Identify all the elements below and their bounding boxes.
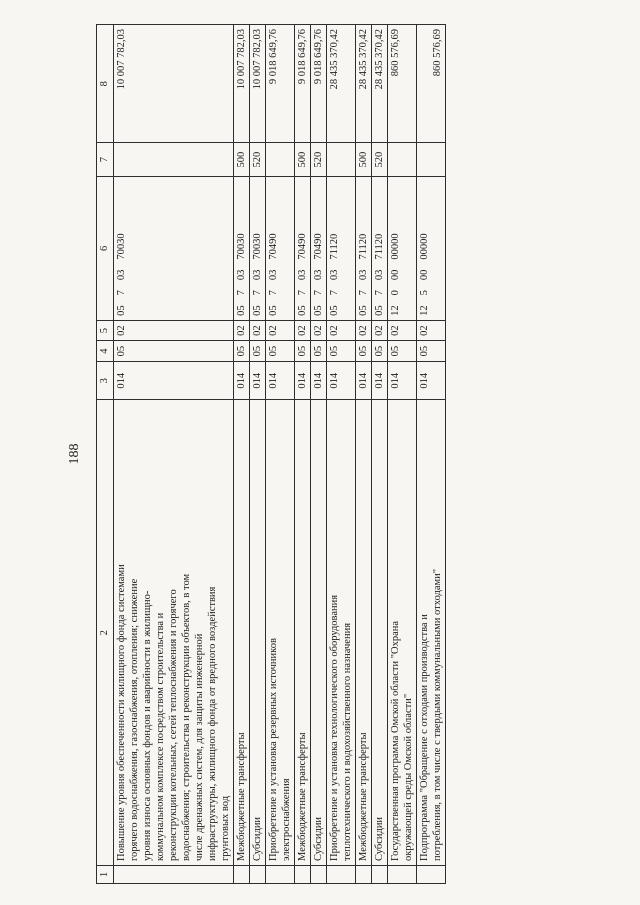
expense-name-line: Подпрограмма "Обращение с отходами производства и <box>419 614 430 861</box>
page-number: 188 <box>67 443 82 465</box>
target-article-part: 05 <box>313 305 324 316</box>
target-article-part: 12 <box>390 305 401 316</box>
expense-type-cell: 500 <box>356 143 372 176</box>
row-number-cell <box>114 866 234 884</box>
column-number-2: 2 <box>97 400 114 866</box>
expense-type-cell <box>417 143 446 176</box>
expense-name-line: Субсидии <box>313 816 324 861</box>
expense-name-line: Повышение уровня обеспеченности жилищного фонда системами <box>116 564 127 861</box>
expense-name-line: Межбюджетные трансферты <box>297 732 308 861</box>
expense-type-cell <box>388 143 417 176</box>
razdel-code-cell: 05 <box>250 341 266 362</box>
column-number-7: 7 <box>97 143 114 176</box>
table-row <box>356 25 372 884</box>
target-article-part: 03 <box>252 269 263 281</box>
target-article-part: 00000 <box>390 233 401 260</box>
expense-name-line: Приобретение и установка резервных источников <box>268 638 279 861</box>
glava-code-cell: 014 <box>388 361 417 400</box>
target-article-part: 70490 <box>297 233 308 260</box>
razdel-code-cell: 05 <box>327 341 356 362</box>
expense-name-line: числе дренажных систем, для защиты инженерной <box>194 633 205 861</box>
target-article-part: 7 <box>268 290 279 296</box>
target-article-part: 71120 <box>374 233 385 260</box>
column-number-1: 1 <box>97 866 114 884</box>
expense-name-cell <box>266 400 295 866</box>
amount-cell <box>311 25 327 143</box>
table-row <box>327 25 356 884</box>
target-article-part: 00000 <box>419 233 430 260</box>
table-row <box>372 25 388 884</box>
amount-value: 10 007 782,03 <box>252 29 263 90</box>
expense-name-cell <box>250 400 266 866</box>
expense-name-cell <box>372 400 388 866</box>
target-article-cell <box>250 176 266 320</box>
column-number-row <box>97 25 114 884</box>
expense-name-line: Межбюджетные трансферты <box>236 732 247 861</box>
podrazdel-code-cell: 02 <box>250 320 266 341</box>
column-number-6: 6 <box>97 176 114 320</box>
expense-name-line: электроснабжения <box>281 778 292 861</box>
podrazdel-code-cell: 02 <box>311 320 327 341</box>
target-article-part: 03 <box>297 269 308 281</box>
target-article-part: 05 <box>358 305 369 316</box>
podrazdel-code-cell: 02 <box>372 320 388 341</box>
razdel-code-cell: 05 <box>388 341 417 362</box>
column-number-5: 5 <box>97 320 114 341</box>
table-row <box>417 25 446 884</box>
expense-name-line: Приобретение и установка технологического оборудования <box>329 594 340 861</box>
podrazdel-code-cell: 02 <box>295 320 311 341</box>
expense-name-cell <box>388 400 417 866</box>
razdel-code-cell: 05 <box>234 341 250 362</box>
glava-code-cell: 014 <box>327 361 356 400</box>
amount-cell <box>356 25 372 143</box>
table-row <box>295 25 311 884</box>
razdel-code-cell: 05 <box>356 341 372 362</box>
expense-name-cell <box>356 400 372 866</box>
amount-cell <box>295 25 311 143</box>
expense-name-line: Субсидии <box>252 816 263 861</box>
razdel-code-cell: 05 <box>114 341 234 362</box>
target-article-part: 7 <box>236 290 247 296</box>
expense-name-line: уровня износа основных фондов и аварийности в жилищно- <box>142 590 153 861</box>
amount-cell <box>372 25 388 143</box>
target-article-part: 03 <box>268 269 279 281</box>
glava-code-cell: 014 <box>356 361 372 400</box>
podrazdel-code-cell: 02 <box>417 320 446 341</box>
target-article-part: 70030 <box>252 233 263 260</box>
target-article-cell <box>388 176 417 320</box>
podrazdel-code-cell: 02 <box>266 320 295 341</box>
glava-code-cell: 014 <box>234 361 250 400</box>
expense-type-cell: 500 <box>234 143 250 176</box>
target-article-part: 0 <box>390 290 401 296</box>
target-article-cell <box>417 176 446 320</box>
amount-cell <box>234 25 250 143</box>
amount-cell <box>114 25 234 143</box>
target-article-part: 70490 <box>313 233 324 260</box>
target-article-part: 03 <box>329 269 340 281</box>
amount-cell <box>417 25 446 143</box>
expense-name-line: Межбюджетные трансферты <box>358 732 369 861</box>
target-article-part: 03 <box>374 269 385 281</box>
table-row <box>311 25 327 884</box>
amount-value: 28 435 370,42 <box>358 29 369 90</box>
amount-value: 9 018 649,76 <box>268 29 279 85</box>
budget-table <box>96 24 446 884</box>
expense-name-line: Субсидии <box>374 816 385 861</box>
razdel-code-cell: 05 <box>266 341 295 362</box>
expense-name-line: горячего водоснабжения, газоснабжения, отопления; снижение <box>129 578 140 861</box>
target-article-cell <box>311 176 327 320</box>
amount-value: 28 435 370,42 <box>374 29 385 90</box>
target-article-part: 7 <box>297 290 308 296</box>
target-article-part: 05 <box>374 305 385 316</box>
expense-type-cell <box>114 143 234 176</box>
amount-cell <box>388 25 417 143</box>
target-article-cell <box>295 176 311 320</box>
podrazdel-code-cell: 02 <box>114 320 234 341</box>
row-number-cell <box>372 866 388 884</box>
column-number-8: 8 <box>97 25 114 143</box>
row-number-cell <box>417 866 446 884</box>
expense-type-cell: 520 <box>311 143 327 176</box>
row-number-cell <box>234 866 250 884</box>
glava-code-cell: 014 <box>295 361 311 400</box>
row-number-cell <box>295 866 311 884</box>
target-article-part: 5 <box>419 290 430 296</box>
amount-value: 9 018 649,76 <box>313 29 324 85</box>
amount-cell <box>327 25 356 143</box>
amount-value: 28 435 370,42 <box>329 29 340 90</box>
expense-name-cell <box>234 400 250 866</box>
target-article-cell <box>266 176 295 320</box>
row-number-cell <box>250 866 266 884</box>
table-row <box>250 25 266 884</box>
target-article-part: 7 <box>374 290 385 296</box>
target-article-part: 7 <box>252 290 263 296</box>
glava-code-cell: 014 <box>417 361 446 400</box>
target-article-part: 00 <box>390 269 401 281</box>
target-article-part: 00 <box>419 269 430 281</box>
row-number-cell <box>356 866 372 884</box>
expense-name-cell <box>417 400 446 866</box>
table-row <box>388 25 417 884</box>
target-article-part: 03 <box>358 269 369 281</box>
expense-name-line: коммунальном комплексе посредством строительства и <box>155 612 166 861</box>
expense-type-cell: 500 <box>295 143 311 176</box>
expense-name-cell <box>114 400 234 866</box>
table-header <box>97 25 114 884</box>
table-row <box>266 25 295 884</box>
amount-value: 9 018 649,76 <box>297 29 308 85</box>
table-body <box>114 25 446 884</box>
podrazdel-code-cell: 02 <box>327 320 356 341</box>
amount-value: 10 007 782,03 <box>236 29 247 90</box>
podrazdel-code-cell: 02 <box>388 320 417 341</box>
expense-name-cell <box>295 400 311 866</box>
target-article-part: 05 <box>297 305 308 316</box>
podrazdel-code-cell: 02 <box>356 320 372 341</box>
target-article-part: 05 <box>268 305 279 316</box>
target-article-part: 05 <box>329 305 340 316</box>
podrazdel-code-cell: 02 <box>234 320 250 341</box>
target-article-cell <box>372 176 388 320</box>
target-article-part: 05 <box>252 305 263 316</box>
target-article-part: 7 <box>329 290 340 296</box>
expense-name-line: реконструкции котельных, сетей теплоснабжения и горячего <box>168 589 179 861</box>
expense-name-line: теплотехнического и водохозяйственного назначения <box>342 622 353 861</box>
razdel-code-cell: 05 <box>311 341 327 362</box>
expense-type-cell <box>266 143 295 176</box>
amount-value <box>418 29 431 138</box>
glava-code-cell: 014 <box>311 361 327 400</box>
column-number-3: 3 <box>97 361 114 400</box>
amount-value: 860 576,69 <box>432 29 443 77</box>
target-article-part: 70490 <box>268 233 279 260</box>
expense-type-cell <box>327 143 356 176</box>
table-row <box>234 25 250 884</box>
expense-name-line: инфраструктуры, жилищного фонда от вредного воздействия <box>207 586 218 861</box>
rotated-landscape-page <box>50 24 620 884</box>
target-article-part: 05 <box>116 305 127 316</box>
column-number-4: 4 <box>97 341 114 362</box>
target-article-part: 7 <box>313 290 324 296</box>
target-article-part: 71120 <box>358 233 369 260</box>
target-article-part: 70030 <box>236 233 247 260</box>
target-article-part: 03 <box>116 269 127 281</box>
expense-name-line: окружающей среды Омской области" <box>403 693 414 861</box>
glava-code-cell: 014 <box>250 361 266 400</box>
table-row <box>114 25 234 884</box>
expense-name-line: потребления, в том числе с твердыми коммунальными отходами" <box>432 568 443 861</box>
target-article-cell <box>234 176 250 320</box>
target-article-cell <box>327 176 356 320</box>
razdel-code-cell: 05 <box>295 341 311 362</box>
expense-name-cell <box>327 400 356 866</box>
amount-cell <box>250 25 266 143</box>
expense-name-line: Государственная программа Омской области "Охрана <box>390 620 401 861</box>
razdel-code-cell: 05 <box>372 341 388 362</box>
expense-name-cell <box>311 400 327 866</box>
target-article-cell <box>114 176 234 320</box>
target-article-part: 12 <box>419 305 430 316</box>
target-article-part: 71120 <box>329 233 340 260</box>
expense-type-cell: 520 <box>250 143 266 176</box>
expense-type-cell: 520 <box>372 143 388 176</box>
target-article-part: 7 <box>358 290 369 296</box>
amount-value: 10 007 782,03 <box>116 29 127 90</box>
glava-code-cell: 014 <box>372 361 388 400</box>
target-article-cell <box>356 176 372 320</box>
target-article-part: 70030 <box>116 233 127 260</box>
row-number-cell <box>266 866 295 884</box>
target-article-part: 7 <box>116 290 127 296</box>
glava-code-cell: 014 <box>266 361 295 400</box>
row-number-cell <box>388 866 417 884</box>
row-number-cell <box>311 866 327 884</box>
target-article-part: 03 <box>313 269 324 281</box>
amount-value: 860 576,69 <box>390 29 401 77</box>
amount-cell <box>266 25 295 143</box>
glava-code-cell: 014 <box>114 361 234 400</box>
row-number-cell <box>327 866 356 884</box>
expense-name-line: водоснабжения; строительства и реконструкции объектов, в том <box>181 573 192 861</box>
target-article-part: 05 <box>236 305 247 316</box>
target-article-part: 03 <box>236 269 247 281</box>
expense-name-line: грунтовых вод <box>220 795 231 861</box>
razdel-code-cell: 05 <box>417 341 446 362</box>
